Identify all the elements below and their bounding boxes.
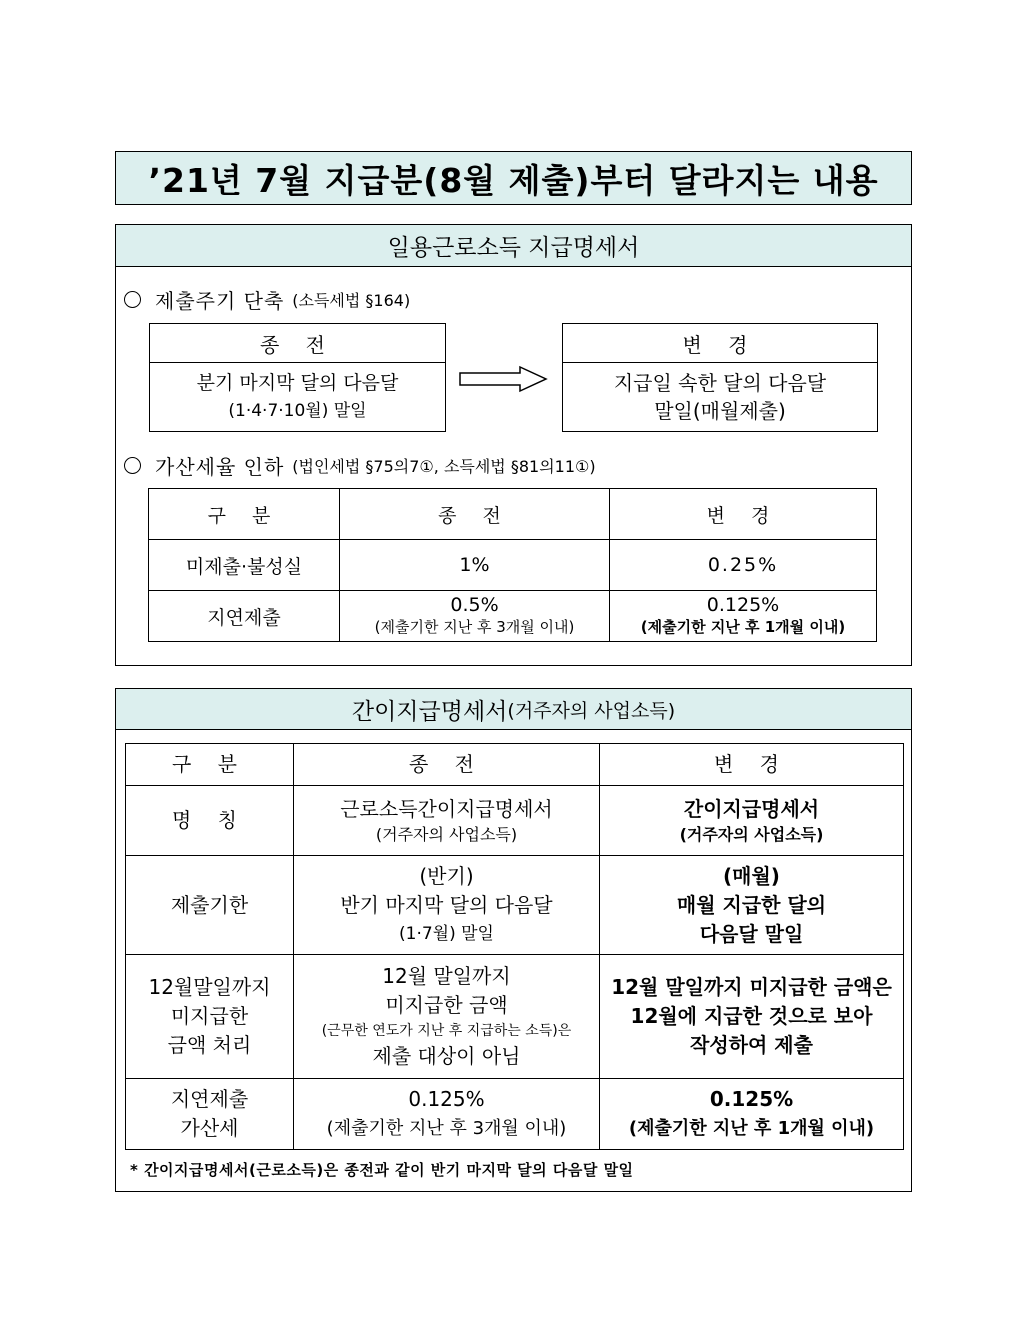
bullet-label: 제출주기 단축 — [155, 288, 285, 313]
before-box-line2: (1·4·7·10월) 말일 — [228, 401, 367, 421]
cell-before: 1% — [340, 540, 610, 591]
cell-line: 간이지급명세서 — [683, 797, 820, 821]
cell-line: 미지급한 — [170, 1004, 249, 1028]
cell-after: 0.25% — [610, 540, 877, 591]
bullet-label: 가산세율 인하 — [155, 454, 285, 479]
penalty-rate-table — [148, 488, 877, 642]
arrow-right-icon — [458, 365, 550, 393]
cell-line: 0.125% — [709, 1087, 794, 1111]
table-row — [126, 1079, 904, 1150]
footnote: * 간이지급명세서(근로소득)은 종전과 같이 반기 마지막 달의 다음달 말일 — [130, 1161, 634, 1179]
row-label — [126, 1079, 294, 1150]
cell-before-note: (제출기한 지난 후 3개월 이내) — [374, 618, 575, 636]
circle-bullet-icon — [124, 457, 141, 474]
table-header-row — [149, 489, 877, 540]
after-box-body — [563, 363, 877, 431]
row-label: 명 칭 — [126, 786, 294, 856]
daily-wage-section-header: 일용근로소득 지급명세서 — [116, 225, 911, 267]
bullet-ref: (소득세법 §164) — [292, 290, 411, 310]
col-header-category: 구 분 — [149, 489, 340, 540]
row-label — [126, 955, 294, 1079]
cell-after-note: (제출기한 지난 후 1개월 이내) — [640, 618, 846, 636]
cell-line: 작성하여 제출 — [690, 1033, 813, 1057]
cell-line: 12월 말일까지 — [382, 964, 511, 988]
cell-line: (반기) — [419, 863, 474, 888]
cell-line: (1·7월) 말일 — [399, 923, 494, 944]
simplified-statement-header — [116, 689, 911, 730]
simplified-statement-table — [125, 743, 904, 1150]
row-label: 미제출·불성실 — [149, 540, 340, 591]
bullet-submission-cycle — [124, 285, 410, 313]
cell-before — [340, 591, 610, 642]
cell-line: (거주자의 사업소득) — [375, 825, 518, 844]
cell-line: (제출기한 지난 후 3개월 이내) — [326, 1118, 567, 1139]
table-header-row — [126, 744, 904, 786]
cell-line: 근로소득간이지급명세서 — [340, 797, 553, 821]
cell-line: 금액 처리 — [167, 1033, 252, 1057]
bullet-penalty-rate — [124, 451, 596, 479]
cell-line: 12월말일까지 — [148, 975, 271, 999]
after-box — [562, 323, 878, 432]
table-row — [126, 786, 904, 856]
cell-line: 0.125% — [408, 1087, 485, 1111]
cell-line: 가산세 — [180, 1116, 239, 1140]
cell-after — [610, 591, 877, 642]
daily-wage-section — [115, 224, 912, 666]
header-sub: (거주자의 사업소득) — [507, 699, 676, 722]
after-box-line2: 말일(매월제출) — [654, 399, 786, 423]
col-header-category: 구 분 — [126, 744, 294, 786]
after-box-line1: 지급일 속한 달의 다음달 — [613, 371, 827, 395]
table-row — [126, 856, 904, 955]
before-box-line1: 분기 마지막 달의 다음달 — [196, 372, 399, 394]
cell-after — [600, 955, 904, 1079]
table-row — [149, 540, 877, 591]
cell-line: 12월에 지급한 것으로 보아 — [630, 1004, 873, 1028]
cell-before-value: 0.5% — [450, 594, 499, 616]
col-header-after: 변 경 — [610, 489, 877, 540]
cell-line: 매월 지급한 달의 — [676, 892, 827, 917]
after-box-header: 변 경 — [563, 324, 877, 363]
before-box — [149, 323, 446, 432]
table-row — [149, 591, 877, 642]
row-label: 지연제출 — [149, 591, 340, 642]
cell-before — [294, 955, 600, 1079]
cell-line: (근무한 연도가 지난 후 지급하는 소득)은 — [321, 1023, 572, 1039]
cell-line: 미지급한 금액 — [385, 993, 508, 1017]
cell-line: 제출 대상이 아님 — [372, 1044, 521, 1068]
simplified-statement-section — [115, 688, 912, 1192]
cell-line: (매월) — [723, 863, 780, 888]
col-header-after: 변 경 — [600, 744, 904, 786]
cell-before — [294, 786, 600, 856]
cell-after — [600, 786, 904, 856]
cell-after — [600, 856, 904, 955]
cell-line: 다음달 말일 — [699, 921, 804, 946]
cell-after-value: 0.125% — [706, 594, 780, 616]
bullet-ref: (법인세법 §75의7①, 소득세법 §81의11①) — [292, 456, 596, 476]
row-label: 제출기한 — [126, 856, 294, 955]
circle-bullet-icon — [124, 291, 141, 308]
cell-before — [294, 1079, 600, 1150]
cell-after — [600, 1079, 904, 1150]
cell-line: 지연제출 — [170, 1087, 249, 1111]
col-header-before: 종 전 — [294, 744, 600, 786]
header-main: 간이지급명세서 — [351, 698, 508, 725]
page-title: ’21년 7월 지급분(8월 제출)부터 달라지는 내용 — [115, 151, 912, 205]
before-box-header: 종 전 — [150, 324, 445, 363]
cell-line: (제출기한 지난 후 1개월 이내) — [628, 1118, 875, 1139]
table-row — [126, 955, 904, 1079]
cell-line: (거주자의 사업소득) — [679, 825, 824, 844]
col-header-before: 종 전 — [340, 489, 610, 540]
cell-before — [294, 856, 600, 955]
cell-line: 반기 마지막 달의 다음달 — [340, 892, 553, 917]
cell-line: 12월 말일까지 미지급한 금액은 — [611, 975, 892, 999]
before-box-body — [150, 363, 445, 431]
